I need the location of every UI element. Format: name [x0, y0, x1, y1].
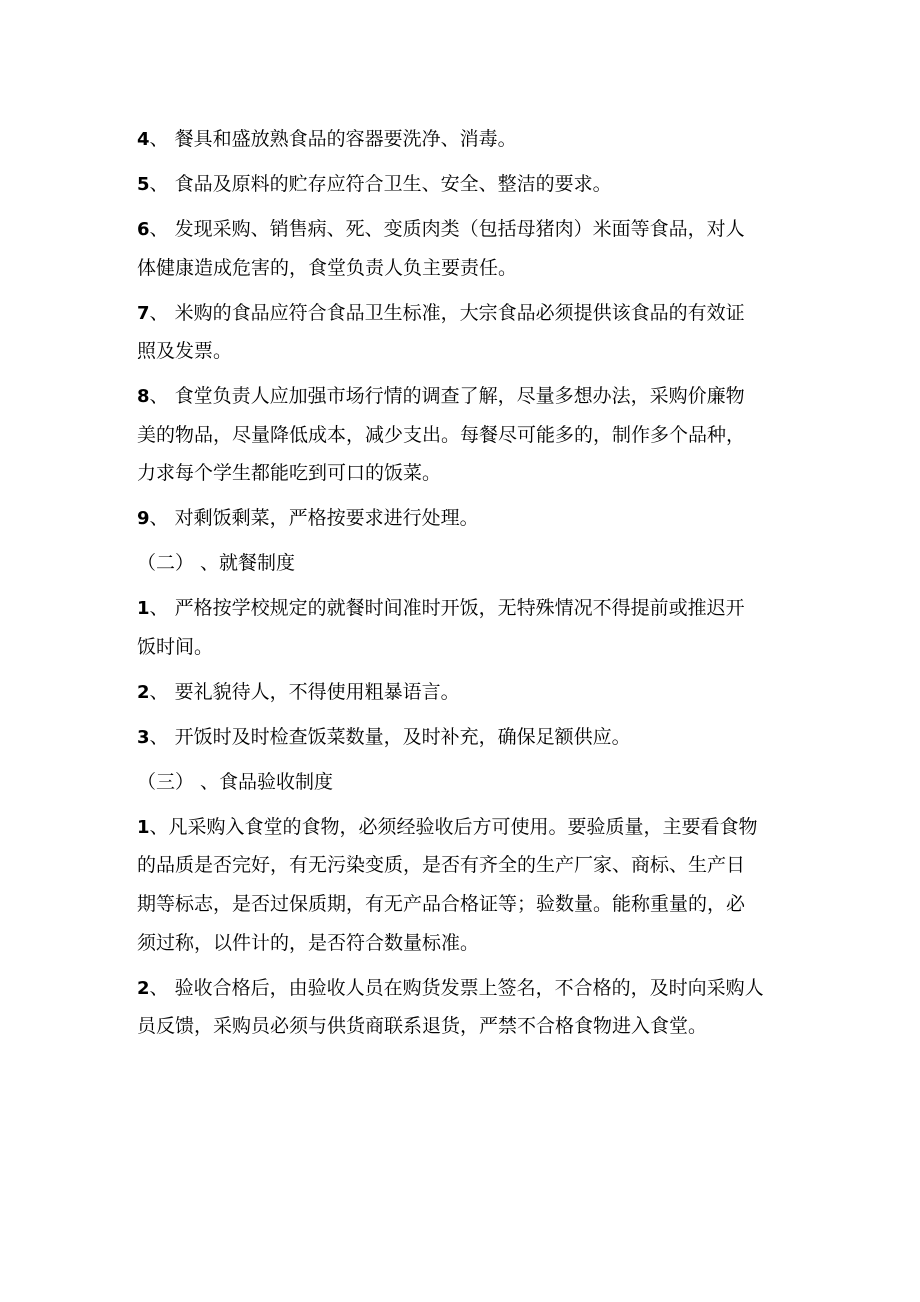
line-text: 、 发现采购、销售病、死、变质肉类（包括母猪肉）米面等食品，对人 [149, 217, 745, 240]
line-text: 、 食堂负责人应加强市场行情的调查了解，尽量多想办法，采购价廉物 [149, 385, 745, 408]
line-text: 、 对剩饭剩菜，严格按要求进行处理。 [149, 507, 479, 530]
line-text: 、 餐具和盛放熟食品的容器要洗净、消毒。 [149, 128, 517, 150]
line-text: 、 要礼貌待人，不得使用粗暴语言。 [149, 680, 460, 703]
line-text: 、凡采购入食堂的食物，必须经验收后方可使用。要验质量，主要看食物 [149, 815, 758, 838]
line-text: 、 验收合格后，由验收人员在购货发票上签名，不合格的，及时向采购人 [149, 976, 764, 999]
paragraph-line: 须过称，以件计的，是否符合数量标准。 [137, 931, 480, 954]
paragraph-line: 饭时间。 [137, 635, 214, 658]
paragraph-line [137, 499, 797, 538]
paragraph-line: 的品质是否完好，有无污染变质，是否有齐全的生产厂家、商标、生产日 [137, 854, 746, 877]
paragraph-line [137, 969, 797, 1008]
item-number: 4 [137, 129, 150, 150]
paragraph-dining-1 [137, 589, 797, 666]
section-heading-dining [137, 544, 797, 583]
paragraph-line [137, 294, 797, 333]
paragraph-7 [137, 294, 797, 371]
paragraph-8 [137, 377, 797, 493]
item-number: 8 [137, 386, 150, 408]
paragraph-inspection-2 [137, 969, 797, 1046]
section-heading: （三） 、食品验收制度 [137, 770, 334, 793]
paragraph-line [137, 718, 797, 757]
item-number: 7 [137, 302, 150, 324]
document-body [137, 120, 797, 1046]
item-number: 5 [137, 173, 150, 195]
paragraph-4 [137, 120, 797, 159]
line-text: 、 严格按学校规定的就餐时间准时开饭，无特殊情况不得提前或推迟开 [149, 597, 745, 620]
item-number: 2 [137, 681, 150, 703]
paragraph-dining-3 [137, 718, 797, 757]
item-number: 6 [137, 218, 150, 240]
item-number: 2 [137, 977, 150, 999]
paragraph-line [137, 377, 797, 416]
paragraph-line: 美的物品，尽量降低成本，减少支出。每餐尽可能多的，制作多个品种， [137, 423, 746, 446]
item-number: 1 [137, 598, 150, 620]
paragraph-line: 力求每个学生都能吃到可口的饭菜。 [137, 462, 442, 485]
paragraph-line [137, 808, 797, 847]
item-number: 3 [137, 726, 150, 748]
item-number: 1 [137, 816, 150, 838]
paragraph-9 [137, 499, 797, 538]
section-heading: （二） 、就餐制度 [137, 552, 296, 575]
paragraph-line: 期等标志，是否过保质期，有无产品合格证等；验数量。能称重量的，必 [137, 892, 746, 915]
paragraph-5 [137, 165, 797, 204]
paragraph-dining-2 [137, 673, 797, 712]
paragraph-line [137, 589, 797, 628]
paragraph-line: 员反馈，采购员必须与供货商联系退货，严禁不合格食物进入食堂。 [137, 1015, 708, 1038]
item-number: 9 [137, 508, 150, 530]
section-heading-inspection [137, 763, 797, 802]
paragraph-inspection-1 [137, 808, 797, 962]
paragraph-line: 照及发票。 [137, 340, 233, 363]
paragraph-line [137, 210, 797, 249]
line-text: 、 米购的食品应符合食品卫生标准，大宗食品必须提供该食品的有效证 [149, 301, 745, 324]
line-text: 、 食品及原料的贮存应符合卫生、安全、整洁的要求。 [149, 172, 612, 195]
paragraph-line [137, 673, 797, 712]
line-text: 、 开饭时及时检查饭菜数量，及时补充，确保足额供应。 [149, 725, 631, 748]
paragraph-line [137, 165, 797, 204]
paragraph-6 [137, 210, 797, 287]
paragraph-line: 体健康造成危害的，食堂负责人负主要责任。 [137, 256, 518, 279]
paragraph-line [137, 120, 797, 159]
